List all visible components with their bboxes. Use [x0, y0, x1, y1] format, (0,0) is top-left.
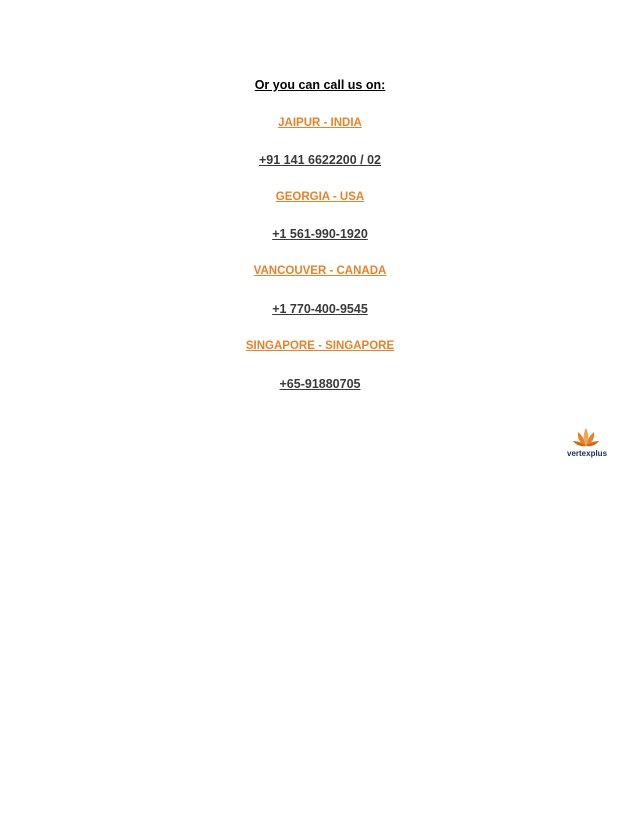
city-link-vancouver[interactable]: VANCOUVER - CANADA [253, 265, 387, 277]
phone-link-singapore[interactable]: +65-91880705 [279, 377, 361, 391]
vertexplus-logo-icon [564, 426, 612, 460]
phone-link-georgia[interactable]: +1 561-990-1920 [272, 227, 368, 241]
vertexplus-logo [564, 426, 612, 460]
contact-heading: Or you can call us on: [254, 78, 386, 92]
city-link-singapore[interactable]: SINGAPORE - SINGAPORE [245, 340, 395, 352]
city-link-jaipur[interactable]: JAIPUR - INDIA [278, 117, 362, 129]
phone-link-jaipur[interactable]: +91 141 6622200 / 02 [259, 153, 381, 167]
phone-link-vancouver[interactable]: +1 770-400-9545 [272, 302, 368, 316]
logo-wordmark: vertexplus [567, 449, 608, 458]
city-link-georgia[interactable]: GEORGIA - USA [275, 191, 365, 203]
